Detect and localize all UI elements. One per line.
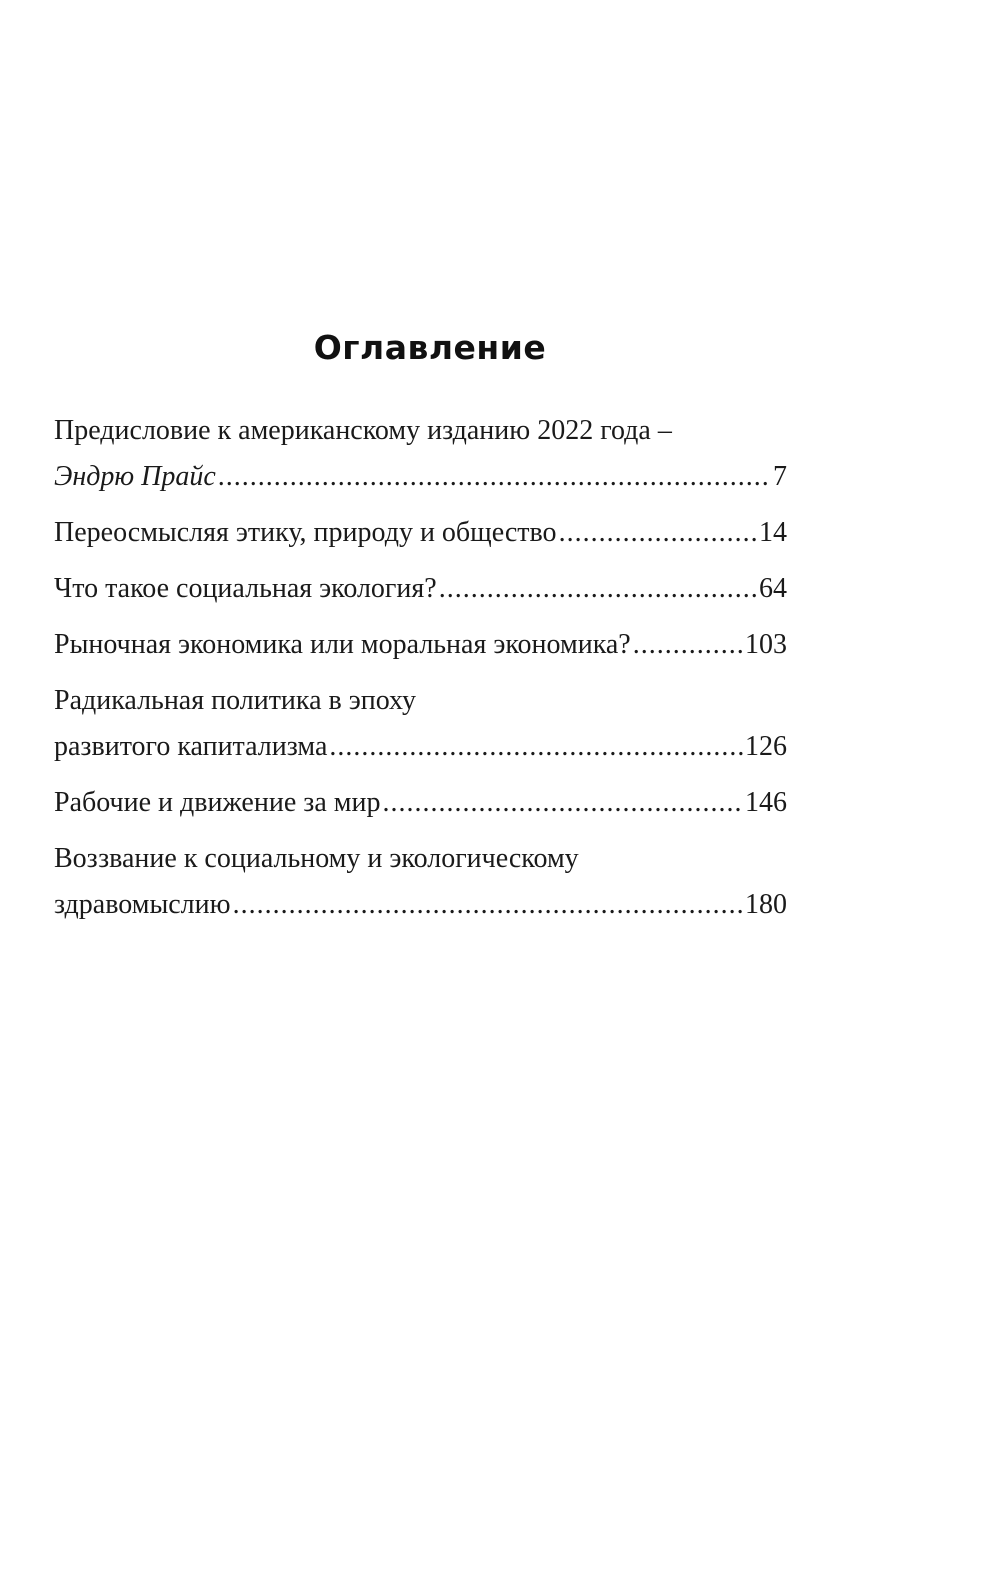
toc-page-number: 14	[759, 517, 787, 548]
dot-leader	[233, 882, 743, 928]
toc-entry-title: Что такое социальная экология?	[54, 573, 437, 604]
toc-entry-title-line1: Воззвание к социальному и экологическому	[54, 843, 579, 874]
dot-leader	[218, 454, 771, 500]
toc-entry-title: Переосмысляя этику, природу и общество	[54, 517, 557, 548]
toc-entry-rethinking[interactable]	[54, 510, 787, 556]
toc-entry-first-line	[54, 836, 787, 882]
toc-entry-last-line	[54, 510, 787, 556]
toc-page-number: 7	[773, 461, 787, 492]
toc-page-number: 146	[745, 787, 787, 818]
toc-entry-last-line	[54, 724, 787, 770]
toc-entry-title-line1: Предисловие к американскому изданию 2022 года –	[54, 415, 672, 446]
toc-entry-market-economy[interactable]	[54, 622, 787, 668]
toc-entry-appeal[interactable]	[54, 836, 787, 928]
toc-entry-radical-politics[interactable]	[54, 678, 787, 770]
table-of-contents	[54, 408, 787, 938]
toc-entry-first-line	[54, 678, 787, 724]
toc-page-number: 126	[745, 731, 787, 762]
dot-leader	[382, 780, 743, 826]
dot-leader	[559, 510, 757, 556]
toc-entry-title: Рыночная экономика или моральная экономика?	[54, 629, 631, 660]
toc-entry-preface[interactable]	[54, 408, 787, 500]
toc-entry-workers-peace[interactable]	[54, 780, 787, 826]
toc-entry-last-line	[54, 454, 787, 500]
toc-entry-last-line	[54, 780, 787, 826]
dot-leader	[633, 622, 743, 668]
toc-entry-title-line2: здравомыслию	[54, 889, 231, 920]
toc-entry-social-ecology[interactable]	[54, 566, 787, 612]
toc-page-number: 64	[759, 573, 787, 604]
toc-page-number: 103	[745, 629, 787, 660]
toc-page-number: 180	[745, 889, 787, 920]
toc-entry-title-line2: развитого капитализма	[54, 731, 328, 762]
toc-entry-author: Эндрю Прайс	[54, 461, 216, 492]
toc-entry-last-line	[54, 622, 787, 668]
toc-entry-title: Рабочие и движение за мир	[54, 787, 381, 818]
page-title: Оглавление	[313, 328, 547, 367]
toc-entry-first-line	[54, 408, 787, 454]
dot-leader	[329, 724, 743, 770]
toc-entry-last-line	[54, 566, 787, 612]
toc-entry-last-line	[54, 882, 787, 928]
toc-entry-title-line1: Радикальная политика в эпоху	[54, 685, 416, 716]
dot-leader	[439, 566, 757, 612]
